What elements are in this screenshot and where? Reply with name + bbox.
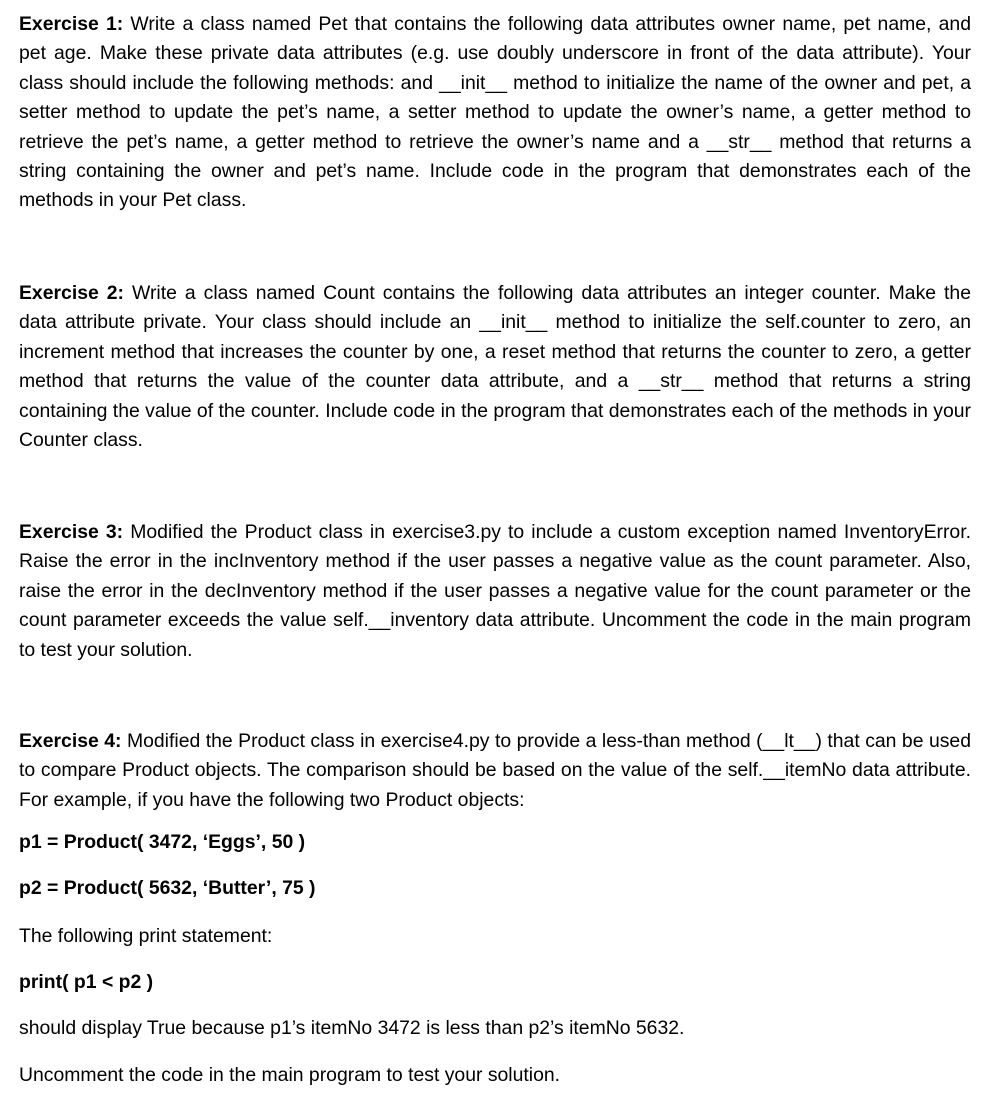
example-p1-code: p1 = Product( 3472, ‘Eggs’, 50 ): [19, 831, 306, 853]
exercise-1-label: Exercise 1:: [19, 13, 124, 35]
exercise-2-label: Exercise 2:: [19, 282, 125, 304]
exercise-3-label: Exercise 3:: [19, 521, 124, 543]
exercise-1-text: Write a class named Pet that contains the following data attributes owner name, pet name, and pet age. Make these private data attributes (e.g. use doubly underscore in front of the data attribute). Your class should include the following methods: and __init__ method to initialize the name of the owner and pet, a setter method to update the pet’s name, a setter method to update the owner’s name, a getter method to retrieve the pet’s name, a getter method to retrieve the owner’s name and a __str__ method that returns a string containing the owner and pet’s name. Include code in the program that demonstrates each of the methods in your Pet class.: [19, 13, 971, 212]
exercise-3-text: Modified the Product class in exercise3.py to include a custom exception named InventoryError. Raise the error in the incInventory method if the user passes a negative value as the count parameter. Also, raise the error in the decInventory method if the user passes a negative value for the count parameter or the count parameter exceeds the value self.__inventory data attribute. Uncomment the code in the main program to test your solution.: [19, 521, 971, 661]
exercise-1-paragraph: [19, 10, 971, 216]
exercise-4-paragraph: [19, 727, 971, 815]
result-explanation-text: should display True because p1’s itemNo 3472 is less than p2’s itemNo 5632.: [19, 1017, 685, 1039]
print-statement-code: print( p1 < p2 ): [19, 971, 154, 993]
print-intro-text: The following print statement:: [19, 925, 273, 947]
exercise-2-paragraph: [19, 279, 971, 455]
closing-instruction-text: Uncomment the code in the main program to test your solution.: [19, 1064, 561, 1086]
exercise-4-label: Exercise 4:: [19, 730, 122, 752]
exercise-2-text: Write a class named Count contains the following data attributes an integer counter. Make the data attribute private. Your class should include an __init__ method to initialize the self.counter to zero, an increment method that increases the counter by one, a reset method that returns the counter to zero, a getter method that returns the value of the counter data attribute, and a __str__ method that returns a string containing the value of the counter. Include code in the program that demonstrates each of the methods in your Counter class.: [19, 282, 971, 452]
exercise-4-text: Modified the Product class in exercise4.py to provide a less-than method (__lt__) that can be used to compare Product objects. The comparison should be based on the value of the self.__itemNo data attribute. For example, if you have the following two Product objects:: [19, 730, 971, 811]
exercise-3-paragraph: [19, 518, 971, 665]
example-p2-code: p2 = Product( 5632, ‘Butter’, 75 ): [19, 877, 316, 899]
